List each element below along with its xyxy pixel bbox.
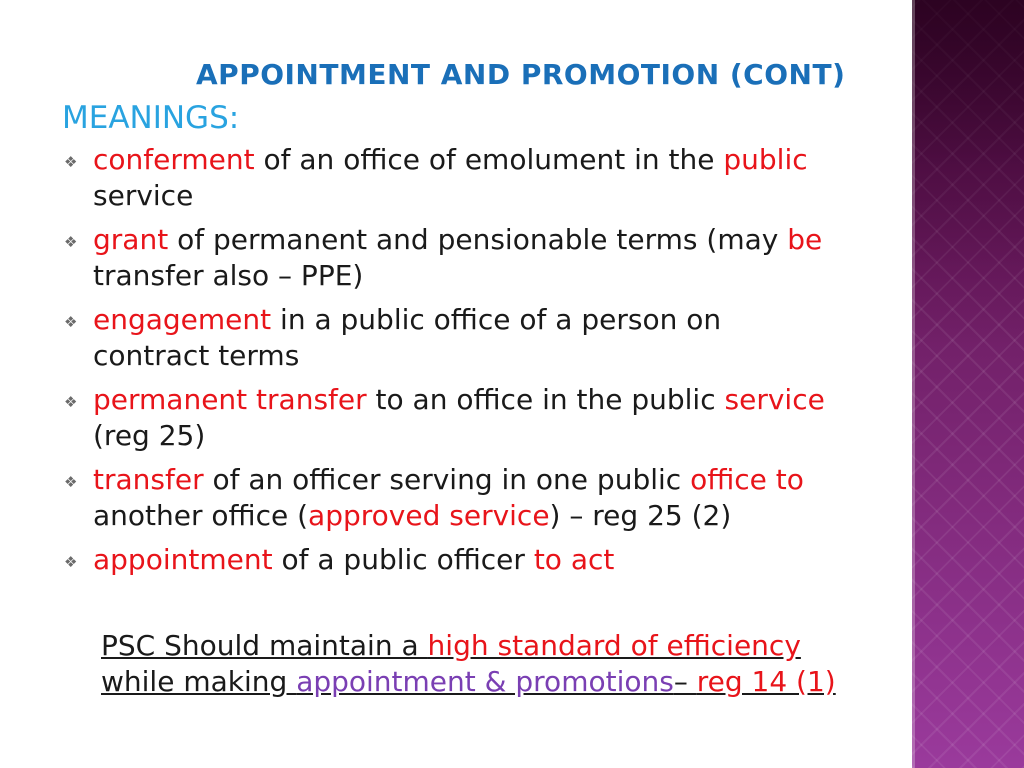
- item-tail: office to: [690, 463, 804, 496]
- footer-text: PSC Should maintain a: [101, 629, 428, 662]
- meanings-list: [62, 142, 967, 586]
- item-keyword: permanent transfer: [93, 383, 367, 416]
- footer-dash: –: [673, 665, 697, 698]
- meanings-heading: MEANINGS:: [62, 100, 240, 136]
- diamond-bullet-icon: ❖: [64, 153, 78, 171]
- footer-reference: reg 14 (1): [696, 665, 836, 698]
- item-keyword: engagement: [93, 303, 272, 336]
- footer-line-1: [101, 628, 971, 664]
- item-keyword: grant: [93, 223, 169, 256]
- item-keyword: conferment: [93, 143, 255, 176]
- diamond-bullet-icon: ❖: [64, 233, 78, 251]
- diamond-bullet-icon: ❖: [64, 473, 78, 491]
- item-tail: to act: [533, 543, 615, 576]
- diamond-bullet-icon: ❖: [64, 313, 78, 331]
- item-text: of an officer serving in one public: [203, 463, 691, 496]
- item-tail: be: [787, 223, 823, 256]
- item-text-line2: (reg 25): [93, 419, 206, 452]
- item-text-line2-end: ) – reg 25 (2): [549, 499, 732, 532]
- list-item: [62, 222, 967, 294]
- item-tail: public: [723, 143, 808, 176]
- item-text: of an office of emolument in the: [254, 143, 724, 176]
- footer-highlight: high standard of efficiency: [427, 629, 801, 662]
- item-text: to an office in the public: [366, 383, 725, 416]
- item-text-line2: contract terms: [93, 339, 300, 372]
- footer-purple-highlight: appointment & promotions: [296, 665, 674, 698]
- item-highlight: approved service: [308, 499, 550, 532]
- item-keyword: transfer: [93, 463, 204, 496]
- list-item: [62, 302, 967, 374]
- footer-line-2: [101, 664, 971, 700]
- list-item: [62, 462, 967, 534]
- item-keyword: appointment: [93, 543, 273, 576]
- footer-note: [101, 628, 971, 700]
- list-item: [62, 142, 967, 214]
- footer-text: while making: [101, 665, 297, 698]
- diamond-bullet-icon: ❖: [64, 393, 78, 411]
- item-text-line2: service: [93, 179, 194, 212]
- list-item: [62, 542, 967, 578]
- slide-title: APPOINTMENT AND PROMOTION (CONT): [196, 58, 846, 91]
- item-text-line2: transfer also – PPE): [93, 259, 364, 292]
- list-item: [62, 382, 967, 454]
- diamond-bullet-icon: ❖: [64, 553, 78, 571]
- item-text: in a public office of a person on: [271, 303, 722, 336]
- item-tail: service: [724, 383, 825, 416]
- item-text: of a public officer: [272, 543, 534, 576]
- item-text-line2: another office (: [93, 499, 309, 532]
- item-text: of permanent and pensionable terms (may: [168, 223, 788, 256]
